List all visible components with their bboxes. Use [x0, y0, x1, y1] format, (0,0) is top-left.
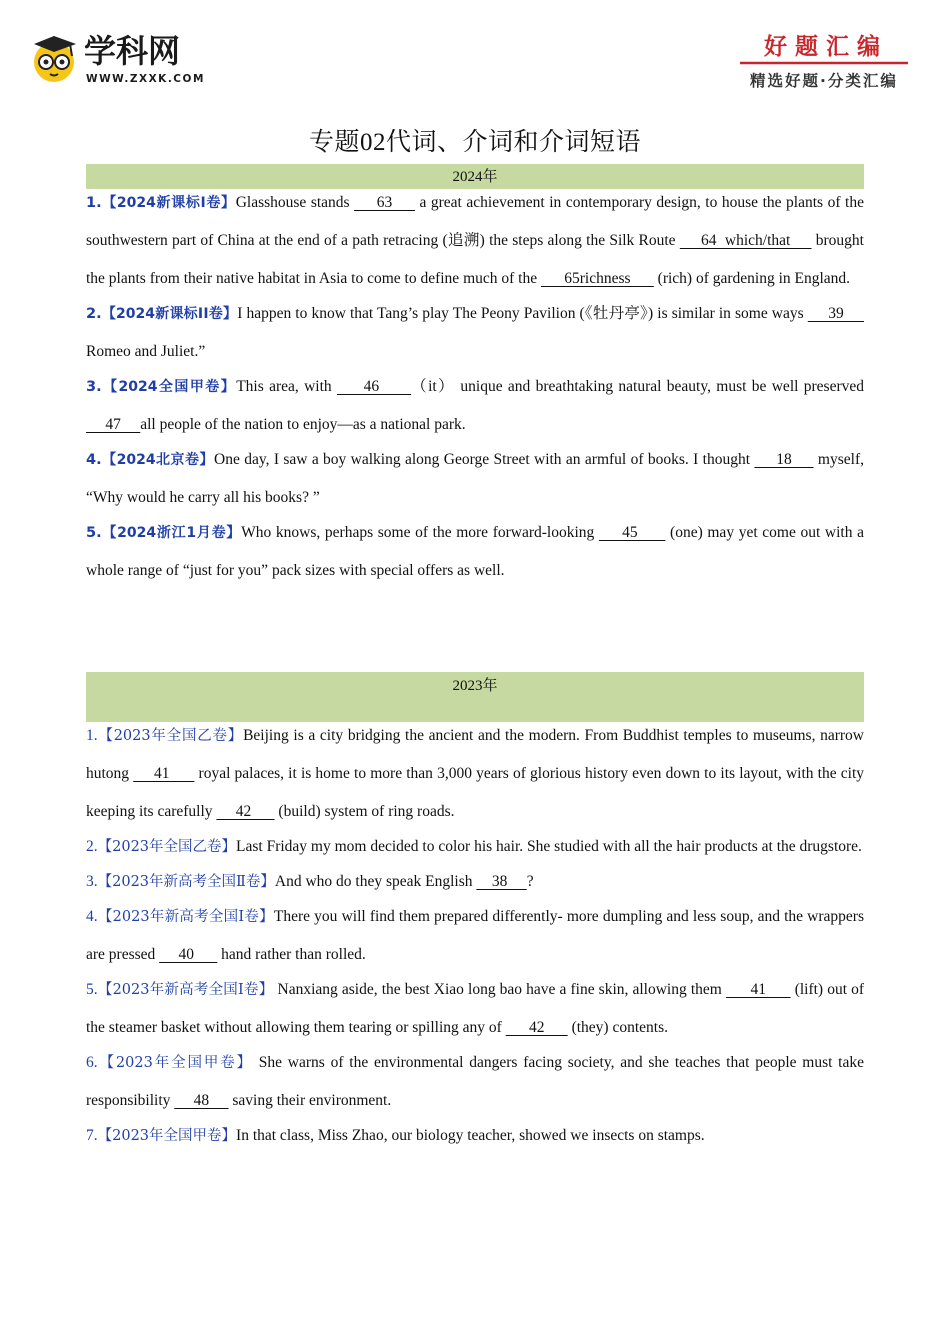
logo-url: WWW.ZXXK.COM [86, 73, 205, 85]
question-item: 5.【2024浙江1月卷】Who knows, perhaps some of the more forward-looking 45 (one) may yet come out with a whole range of “just for you” pack sizes with special offers as well. [86, 524, 864, 579]
answer-blank: 47 [86, 416, 141, 433]
answer-blank: 40 [159, 946, 218, 963]
question-item: 2.【2024新课标ⅠⅠ卷】I happen to know that Tang’s play The Peony Pavilion (《牡丹亭》) is similar in some ways 39 Romeo and Juliet.” [86, 305, 864, 360]
badge-subtitle: 精选好题·分类汇编 [750, 72, 898, 90]
question-item: 2.【2023年全国乙卷】Last Friday my mom decided to color his hair. She studied with all the hair products at the drugstore. [86, 838, 862, 855]
year-header-2024: 2024年 [86, 164, 864, 189]
question-item: 6.【2023年全国甲卷】 She warns of the environmental dangers facing society, and she teaches that people must take responsibility 48 saving their environment. [86, 1054, 864, 1109]
question-item: 7.【2023年全国甲卷】In that class, Miss Zhao, our biology teacher, showed we insects on stamps. [86, 1127, 705, 1144]
answer-blank: 38 [476, 873, 527, 890]
question-item: 1.【2023年全国乙卷】Beijing is a city bridging the ancient and the modern. From Buddhist temples to museums, narrow hutong 41 royal palaces, it is home to more than 3,000 years of glorious history even down to its layout, with the city keeping its carefully 42 (build) system of ring roads. [86, 727, 865, 820]
section-2023 [86, 717, 864, 1155]
answer-blank: 45 [598, 524, 666, 541]
question-item: 5.【2023年新高考全国Ⅰ卷】 Nanxiang aside, the best Xiao long bao have a fine skin, allowing them 41 (lift) out of the steamer basket without allowing them tearing or spilling any of 42 (they) contents. [86, 981, 865, 1036]
graduate-owl-icon [30, 30, 220, 90]
answer-blank: 63 [354, 194, 415, 211]
question-item: 1.【2024新课标Ⅰ卷】Glasshouse stands 63 a great achievement in contemporary design, to house the plants of the southwestern part of China at the end of a path retracing (追溯) the steps along the Silk Route 64 which/that brought the plants from their native habitat in Asia to come to define much of the 65richness (rich) of gardening in England. [86, 194, 864, 287]
answer-blank: 18 [754, 451, 814, 468]
answer-blank: 42 [505, 1019, 568, 1036]
page-title: 专题02代词、介词和介词短语 [308, 129, 641, 156]
answer-blank: 64 which/that [679, 232, 812, 249]
question-item: 4.【2023年新高考全国Ⅰ卷】There you will find them prepared differently- more dumpling and less soup, and the wrappers are pressed 40 hand rather than rolled. [86, 908, 864, 963]
answer-blank: 41 [133, 765, 195, 782]
zxxk-logo[interactable] [30, 30, 220, 90]
question-item: 4.【2024北京卷】One day, I saw a boy walking along George Street with an armful of books. I thought 18 myself, “Why would he carry all his books? ” [86, 451, 864, 506]
answer-blank: 46 [336, 378, 412, 395]
answer-blank: 48 [174, 1092, 229, 1109]
logo-text: 学科网 [84, 32, 181, 70]
section-2024 [86, 184, 864, 590]
question-item: 3.【2024全国甲卷】This area, with 46 （it） unique and breathtaking natural beauty, must be well preserved 47 all people of the nation to enjoy—as a national park. [86, 378, 864, 433]
question-item: 3.【2023年新高考全国Ⅱ卷】And who do they speak English 38 ? [86, 873, 534, 890]
good-questions-badge [736, 30, 916, 94]
answer-blank: 42 [216, 803, 275, 820]
answer-blank: 41 [725, 981, 791, 998]
answer-blank: 65richness [540, 270, 654, 287]
answer-blank: 39 [807, 305, 864, 322]
page-header [0, 0, 950, 110]
year-header-2023: 2023年 [86, 672, 864, 722]
badge-title: 好题汇编 [764, 34, 888, 60]
